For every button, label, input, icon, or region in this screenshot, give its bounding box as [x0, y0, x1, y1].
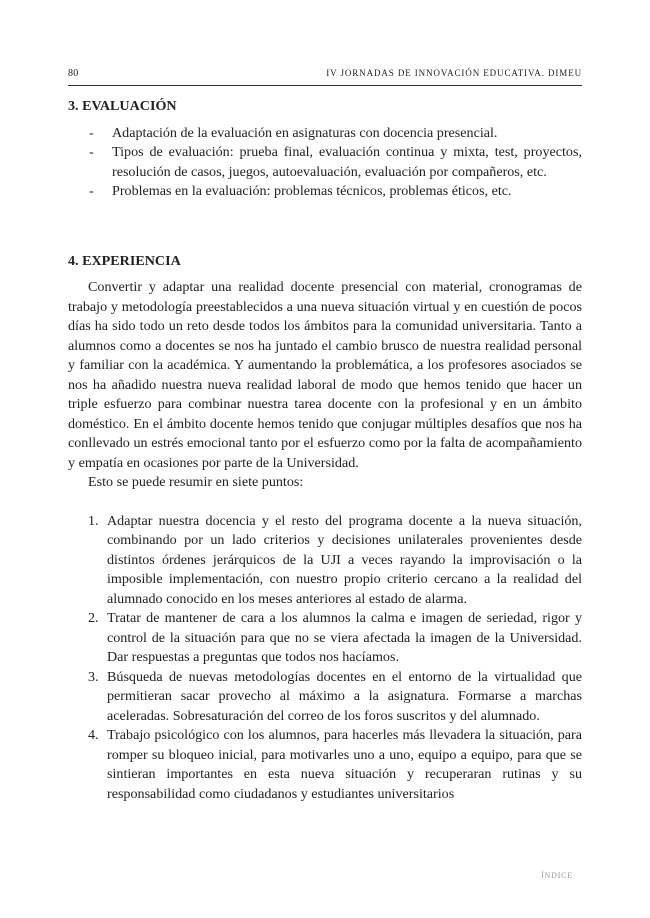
section-heading-evaluacion: 3. EVALUACIÓN [68, 98, 177, 114]
points-list [68, 512, 582, 805]
list-item-text: Tipos de evaluación: prueba final, evaluación continua y mixta, test, proyectos, resolución de casos, juegos, autoevaluación, evaluación por compañeros, etc. [112, 144, 582, 180]
point-number: 1. [88, 512, 99, 529]
list-dash-marker: - [89, 124, 94, 141]
list-dash-marker: - [89, 144, 94, 160]
body-paragraph: Esto se puede resumir en siete puntos: [88, 474, 304, 490]
index-link[interactable]: ÍNDICE [541, 871, 573, 880]
running-header [68, 65, 582, 86]
numbered-point [88, 512, 582, 610]
numbered-point [88, 609, 582, 668]
numbered-point [88, 726, 582, 804]
section-heading-experiencia: 4. EXPERIENCIA [68, 252, 181, 269]
list-dash-marker: - [89, 183, 94, 199]
point-text: Tratar de mantener de cara a los alumnos la calma e imagen de seriedad, rigor y control de la situación para que no se viera afectada la imagen de la Universidad. Dar respuestas a preguntas que todos nos hacíamos. [107, 610, 582, 665]
list-item-text: Adaptación de la evaluación en asignaturas con docencia presencial. [112, 124, 498, 141]
evaluacion-list [68, 124, 582, 202]
numbered-point [88, 668, 582, 727]
point-text: Adaptar nuestra docencia y el resto del programa docente a la nueva situación, combinando por un lado criterios y decisiones unilaterales provenientes desde distintos órdenes jerárquicos de la UJI a veces rayando la improvisación o la imposible implementación, con nuestro propio criterio cercano a la realidad del alumnado conocido en los meses anteriores al estado de alarma. [107, 512, 582, 607]
page-number: 80 [68, 68, 79, 79]
running-title: IV JORNADAS DE INNOVACIÓN EDUCATIVA. DIMEU [326, 68, 582, 78]
list-item [89, 143, 582, 182]
list-item-text: Problemas en la evaluación: problemas técnicos, problemas éticos, etc. [112, 183, 512, 199]
body-paragraph: Convertir y adaptar una realidad docente presencial con material, cronogramas de trabajo y metodología preestablecidos a una nueva situación virtual y en cuestión de pocos días ha sido todo un reto desde todos los ámbitos para la comunidad universitaria. Tanto a alumnos como a docentes se nos ha juntado el cambio brusco de nuestra realidad personal y familiar con la académica. Y aumentando la problemática, a los profesores asociados se nos ha añadido nuestra nueva realidad laboral de modo que hemos tenido que hacer un triple esfuerzo para combinar nuestra tarea docente con la profesional y en un ámbito doméstico. En el ámbito docente hemos tenido que conjugar múltiples desafíos que nos ha conllevado un estrés emocional tanto por el esfuerzo como por la falta de acompañamiento y empatía en ocasiones por parte de la Universidad. [68, 279, 582, 471]
point-number: 4. [88, 727, 99, 743]
list-item [89, 182, 582, 202]
point-text: Trabajo psicológico con los alumnos, para hacerles más llevadera la situación, para romper su bloqueo inicial, para motivarles uno a uno, equipo a equipo, para que se sintieran importantes en esta nueva situación y recuperaran rutinas y su responsabilidad como ciudadanos y estudiantes universitarios [107, 727, 582, 802]
point-number: 3. [88, 668, 99, 685]
point-number: 2. [88, 610, 99, 626]
page-content [68, 97, 582, 804]
list-item [89, 124, 582, 144]
point-text: Búsqueda de nuevas metodologías docentes en el entorno de la virtualidad que permitieran sacar provecho al máximo a la asignatura. Formarse a marchas aceleradas. Sobresaturación del correo de los foros suscritos y del alumnado. [107, 668, 582, 724]
